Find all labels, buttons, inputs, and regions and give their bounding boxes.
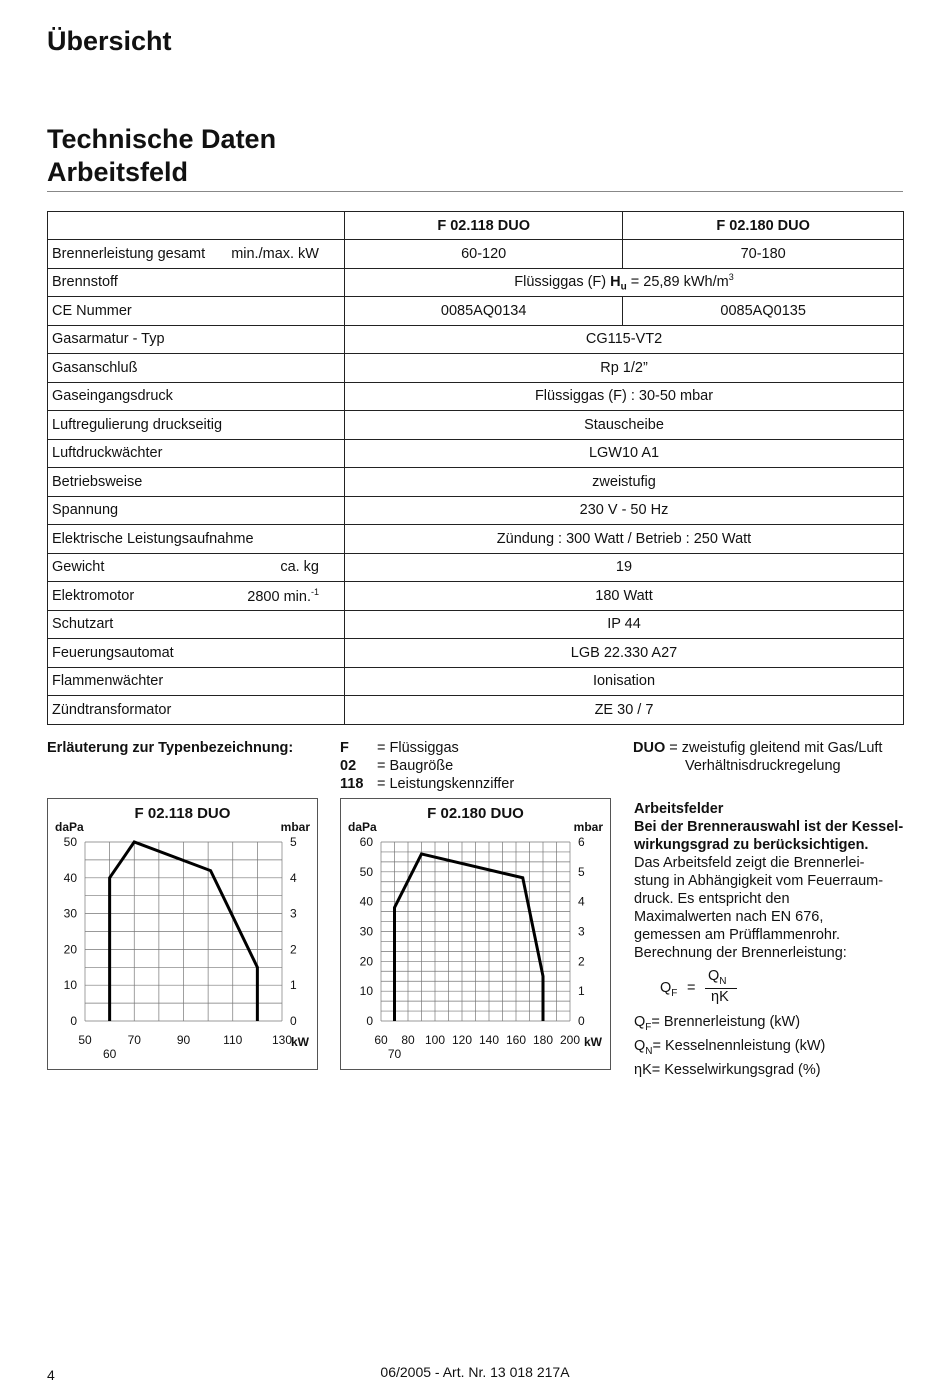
y2-tick-label: 2 [578, 954, 585, 969]
chart-title: F 02.118 DUO [134, 805, 231, 822]
y2-tick-label: 5 [290, 835, 297, 849]
side-heading: Arbeitsfelder [634, 801, 724, 817]
side-bold-line1: Bei der Brennerauswahl ist der Kessel- [634, 819, 904, 835]
row-label: Brennstoff [52, 274, 118, 291]
x-tick-label: 60 [374, 1033, 388, 1047]
row-value: Ionisation [345, 667, 904, 696]
row-label-cell [48, 411, 345, 440]
legend-duo-code: DUO [633, 740, 666, 756]
row-label-cell [48, 696, 345, 725]
table-header-col2: F 02.180 DUO [623, 212, 904, 240]
legend-duo-text2: Verhältnisdruckregelung [685, 758, 841, 774]
legend-item [340, 775, 514, 793]
side-bold-line2: wirkungsgrad zu berücksichtigen. [634, 837, 869, 853]
page-title: Übersicht [47, 26, 172, 56]
row-label-cell [48, 382, 345, 411]
working-field-line [395, 854, 544, 1021]
row-label: Spannung [52, 502, 119, 519]
x-tick-label: 140 [478, 1033, 500, 1047]
def-text: = Kesselwirkungsgrad (%) [651, 1061, 821, 1078]
legend-list [340, 739, 514, 793]
row-label: Luftregulierung druckseitig [52, 416, 223, 433]
row-label: Elektromotor [52, 587, 135, 604]
y2-axis-label: mbar [280, 820, 310, 834]
row-value: ZE 30 / 7 [345, 696, 904, 725]
row-value: LGB 22.330 A27 [345, 639, 904, 668]
row-value-col1: 0085AQ0134 [345, 297, 623, 326]
table-row [48, 610, 904, 639]
x-tick-label: 100 [424, 1033, 446, 1047]
table-row [48, 268, 904, 297]
formula-defs [634, 1013, 914, 1079]
legend-text: = Baugröße [377, 758, 454, 774]
row-label: Flammenwächter [52, 673, 164, 690]
legend-text: = Flüssiggas [377, 740, 459, 756]
y-tick-label: 30 [359, 924, 373, 939]
table-row [48, 439, 904, 468]
table-row [48, 297, 904, 326]
chart-title: F 02.180 DUO [427, 805, 524, 822]
y-tick-label: 50 [63, 835, 77, 849]
row-label-cell [48, 325, 345, 354]
y2-tick-label: 4 [578, 894, 585, 909]
def-text: = Brennerleistung (kW) [651, 1014, 801, 1030]
def-symbol: Q [634, 1014, 646, 1030]
y2-tick-label: 5 [578, 864, 585, 879]
row-label: Luftdruckwächter [52, 445, 163, 462]
x-tick-label-extra: 70 [387, 1047, 402, 1061]
y-axis-label: daPa [55, 820, 84, 834]
legend-item [340, 757, 514, 775]
row-label-cell [48, 496, 345, 525]
x-tick-label-extra: 60 [102, 1047, 117, 1061]
row-value: IP 44 [345, 610, 904, 639]
row-value: Stauscheibe [345, 411, 904, 440]
y-tick-label: 20 [63, 942, 77, 957]
table-row [48, 582, 904, 611]
chart-f02-118-svg [48, 799, 317, 1069]
x-tick-label: 130 [271, 1033, 293, 1047]
legend-code: 118 [340, 776, 364, 792]
legend-heading: Erläuterung zur Typenbezeichnung: [47, 740, 294, 756]
side-line: Das Arbeitsfeld zeigt die Brennerlei- [634, 855, 865, 871]
section-title [47, 123, 276, 189]
x-tick-label: 90 [176, 1033, 191, 1047]
table-row [48, 496, 904, 525]
row-value: Rp 1/2” [345, 354, 904, 383]
y-axis-label: daPa [348, 820, 377, 834]
formula-num: $Q_N$ [708, 968, 727, 987]
y2-tick-label: 1 [578, 984, 585, 999]
row-value: Flüssiggas (F) : 30-50 mbar [345, 382, 904, 411]
chart-f02-180 [340, 798, 611, 1070]
x-tick-label: 200 [559, 1033, 581, 1047]
chart-f02-180-svg [341, 799, 610, 1069]
page-number: 4 [47, 1367, 55, 1383]
y2-tick-label: 6 [578, 835, 585, 849]
def-symbol-sub: F [645, 1021, 652, 1033]
def-symbol: ηK [634, 1061, 652, 1078]
table-row [48, 325, 904, 354]
table-header-row [48, 212, 904, 240]
row-label: Brennerleistung gesamt [52, 245, 206, 262]
y-tick-label: 10 [359, 984, 373, 999]
row-value: CG115-VT2 [345, 325, 904, 354]
x-axis-label: kW [584, 1035, 602, 1049]
table-row [48, 696, 904, 725]
y2-tick-label: 3 [290, 906, 297, 921]
row-value: LGW10 A1 [345, 439, 904, 468]
y-tick-label: 30 [63, 906, 77, 921]
formula-def [634, 1037, 914, 1061]
formula-def [634, 1013, 914, 1037]
row-label: Feuerungsautomat [52, 644, 174, 661]
row-label-cell [48, 610, 345, 639]
table-row [48, 354, 904, 383]
row-label-cell [48, 468, 345, 497]
y-tick-label: 20 [359, 954, 373, 969]
row-label: Gasarmatur - Typ [52, 331, 165, 348]
x-tick-label: 160 [505, 1033, 527, 1047]
row-unit: min./max. kW [231, 245, 319, 262]
legend-duo-text1: = zweistufig gleitend mit Gas/Luft [669, 740, 883, 756]
def-symbol: Q [634, 1037, 646, 1054]
y-tick-label: 40 [63, 870, 77, 885]
formula-eq: = [687, 980, 696, 996]
row-label: CE Nummer [52, 302, 132, 319]
y-tick-label: 60 [359, 835, 373, 849]
table-header-empty [48, 212, 345, 240]
side-line: druck. Es entspricht den [634, 891, 790, 907]
spec-table [47, 211, 904, 725]
footer-text: 06/2005 - Art. Nr. 13 018 217A [380, 1364, 570, 1380]
table-row [48, 639, 904, 668]
y-tick-label: 0 [366, 1014, 373, 1028]
legend-code: 02 [340, 758, 357, 774]
x-tick-label: 110 [223, 1033, 243, 1047]
row-label-cell [48, 240, 345, 269]
row-unit: 2800 min.$^{-1}$ [247, 586, 319, 605]
table-row [48, 382, 904, 411]
row-label-cell [48, 354, 345, 383]
table-row [48, 553, 904, 582]
working-field-text [634, 800, 914, 962]
formula-den: ηK [711, 989, 729, 1005]
legend-duo [633, 739, 923, 775]
row-value-col2: 70-180 [623, 240, 904, 269]
x-tick-label: 180 [532, 1033, 554, 1047]
y2-tick-label: 0 [578, 1014, 585, 1028]
row-label-cell [48, 297, 345, 326]
y2-tick-label: 2 [290, 942, 297, 957]
y2-tick-label: 3 [578, 924, 585, 939]
y-tick-label: 10 [63, 978, 77, 993]
x-tick-label: 50 [78, 1033, 92, 1047]
row-value: Flüssiggas (F) $H_u = 25,89$ kWh/$m^3$ [345, 268, 904, 297]
row-value: 230 V - 50 Hz [345, 496, 904, 525]
row-label-cell [48, 268, 345, 297]
table-row [48, 525, 904, 554]
x-axis-label: kW [291, 1035, 309, 1049]
row-label: Gaseingangsdruck [52, 388, 173, 405]
table-row [48, 240, 904, 269]
row-label: Schutzart [52, 616, 114, 633]
y-tick-label: 50 [359, 864, 373, 879]
x-tick-label: 70 [127, 1033, 141, 1047]
row-label: Zündtransformator [52, 701, 172, 718]
y-tick-label: 0 [70, 1014, 77, 1028]
legend-code: F [340, 740, 349, 756]
table-header-col1: F 02.118 DUO [345, 212, 623, 240]
table-row [48, 667, 904, 696]
row-value: Zündung : 300 Watt / Betrieb : 250 Watt [345, 525, 904, 554]
row-label: Betriebsweise [52, 473, 143, 490]
def-symbol-sub: N [645, 1045, 653, 1057]
def-text: = Kesselnennleistung (kW) [652, 1037, 826, 1054]
divider [47, 191, 903, 192]
row-label-cell [48, 667, 345, 696]
y2-tick-label: 1 [290, 978, 297, 993]
chart-f02-118 [47, 798, 318, 1070]
side-line: Berechnung der Brennerleistung: [634, 945, 847, 961]
side-line: gemessen am Prüfflammenrohr. [634, 927, 841, 943]
row-label: Gasanschluß [52, 359, 138, 376]
table-row [48, 468, 904, 497]
row-label-cell [48, 553, 345, 582]
y2-axis-label: mbar [573, 820, 603, 834]
x-tick-label: 80 [401, 1033, 415, 1047]
row-label-cell [48, 639, 345, 668]
side-line: stung in Abhängigkeit vom Feuerraum- [634, 873, 884, 889]
section-title-line2: Arbeitsfeld [47, 157, 189, 187]
x-tick-label: 120 [451, 1033, 473, 1047]
row-label: Elektrische Leistungsaufnahme [52, 530, 254, 547]
formula-def [634, 1061, 914, 1079]
row-value: 180 Watt [345, 582, 904, 611]
y2-tick-label: 0 [290, 1014, 297, 1028]
y2-tick-label: 4 [290, 870, 297, 885]
legend-text: = Leistungskennziffer [377, 776, 515, 792]
section-title-line1: Technische Daten [47, 124, 277, 154]
formula-lhs: $Q_F$ [660, 980, 678, 999]
row-value: 19 [345, 553, 904, 582]
table-row [48, 411, 904, 440]
row-label-cell [48, 582, 345, 611]
row-value: zweistufig [345, 468, 904, 497]
row-unit: ca. kg [280, 559, 319, 576]
row-label-cell [48, 439, 345, 468]
y-tick-label: 40 [359, 894, 373, 909]
row-label: Gewicht [52, 559, 105, 576]
row-value-col2: 0085AQ0135 [623, 297, 904, 326]
row-label-cell [48, 525, 345, 554]
side-line: Maximalwerten nach EN 676, [634, 909, 824, 925]
row-value-col1: 60-120 [345, 240, 623, 269]
legend-item [340, 739, 514, 757]
formula [660, 968, 760, 1008]
